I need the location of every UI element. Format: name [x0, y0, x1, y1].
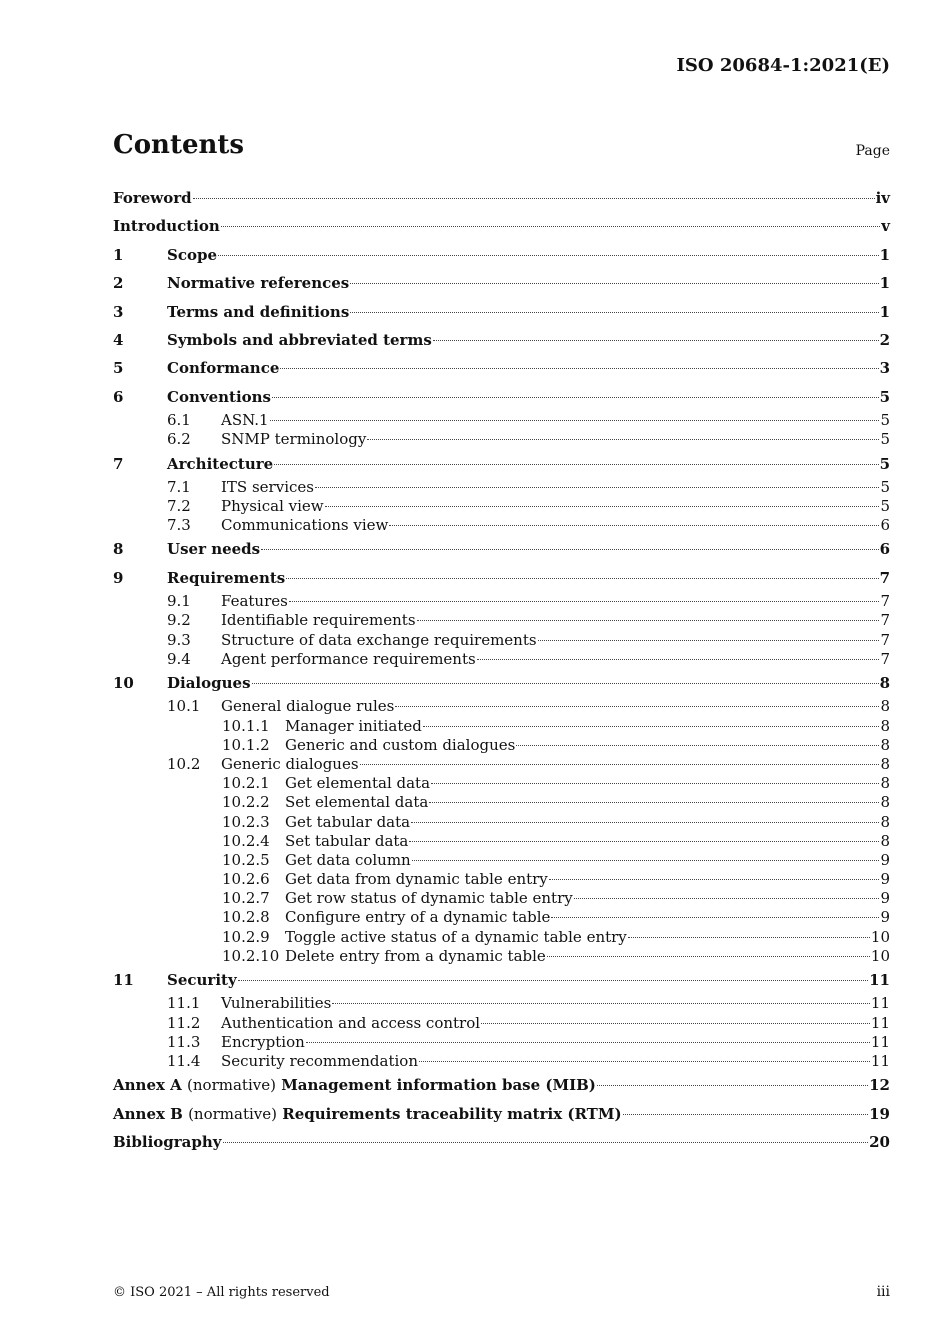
- toc-entry-title: Get row status of dynamic table entry: [285, 889, 573, 908]
- toc-entry-page: 7: [880, 592, 890, 611]
- toc-entry-page: 5: [879, 454, 890, 473]
- toc-entry-number: 10.2.2: [222, 793, 270, 812]
- dot-leader: [350, 312, 878, 313]
- toc-entry-page: 8: [880, 754, 890, 773]
- dot-leader: [551, 917, 879, 918]
- standard-identifier: ISO 20684-1:2021(E): [676, 55, 890, 76]
- toc-entry-title: Physical view: [221, 497, 324, 516]
- toc-entry-number: 9: [113, 568, 124, 587]
- toc-entry-page: 8: [879, 673, 890, 692]
- toc-entry[interactable]: [113, 564, 890, 592]
- toc-entry[interactable]: [113, 717, 890, 736]
- toc-entry-number: 11.1: [167, 994, 201, 1013]
- toc-entry[interactable]: [113, 1071, 890, 1099]
- dot-leader: [360, 764, 880, 765]
- toc-entry-page: 9: [880, 908, 890, 927]
- toc-entry-page: 10: [870, 946, 890, 965]
- toc-entry-title: Generic and custom dialogues: [285, 735, 516, 754]
- toc-entry[interactable]: [113, 1052, 890, 1071]
- toc-entry-number: 10.2.10: [222, 946, 280, 965]
- annex-type-note: (normative): [188, 1104, 277, 1123]
- toc-entry-number: 10.2.1: [222, 774, 270, 793]
- toc-entry-page: 11: [870, 1032, 890, 1051]
- toc-entry[interactable]: [113, 966, 890, 994]
- toc-entry[interactable]: [113, 241, 890, 269]
- toc-entry-title: Set tabular data: [285, 831, 409, 850]
- copyright-notice: © ISO 2021 – All rights reserved: [113, 1285, 330, 1300]
- toc-entry[interactable]: [113, 1033, 890, 1052]
- dot-leader: [538, 640, 880, 641]
- toc-entry-page: 5: [880, 411, 890, 430]
- toc-entry-title: Manager initiated: [285, 716, 422, 735]
- toc-entry-page: iv: [875, 189, 890, 207]
- dot-leader: [409, 841, 879, 842]
- toc-entry-number: 10: [113, 673, 134, 692]
- toc-entry[interactable]: [113, 184, 890, 212]
- toc-entry-number: 4: [113, 330, 124, 349]
- toc-entry-number: 9.3: [167, 630, 191, 649]
- dot-leader: [280, 368, 878, 369]
- dot-leader: [325, 506, 880, 507]
- toc-entry-page: 20: [869, 1132, 890, 1151]
- toc-entry-number: 8: [113, 540, 124, 559]
- page-number: iii: [876, 1284, 890, 1300]
- toc-entry-title: SNMP terminology: [221, 430, 367, 449]
- toc-entry-title: Get tabular data: [285, 812, 411, 831]
- toc-entry-page: 19: [869, 1104, 890, 1123]
- toc-entry-title: Get elemental data: [285, 774, 431, 793]
- toc-entry[interactable]: [113, 430, 890, 449]
- toc-entry-number: 7.1: [167, 477, 191, 496]
- toc-entry-title: User needs: [167, 540, 261, 559]
- toc-entry-page: 8: [880, 812, 890, 831]
- toc-entry-page: 12: [869, 1076, 890, 1095]
- toc-entry-title: Introduction: [113, 217, 220, 236]
- dot-leader: [350, 283, 878, 284]
- toc-entry-number: 7.3: [167, 516, 191, 535]
- toc-entry-title: Vulnerabilities: [221, 994, 332, 1013]
- toc-entry[interactable]: [113, 832, 890, 851]
- toc-entry-title: Terms and definitions: [167, 302, 350, 321]
- toc-entry-title: Get data column: [285, 850, 411, 869]
- dot-leader: [433, 340, 879, 341]
- toc-entry-title: Normative references: [167, 274, 350, 293]
- toc-entry-number: 10.2: [167, 754, 201, 773]
- dot-leader: [423, 726, 880, 727]
- toc-entry-number: 6: [113, 387, 124, 406]
- dot-leader: [429, 802, 879, 803]
- dot-leader: [477, 659, 880, 660]
- toc-entry-title: Generic dialogues: [221, 754, 359, 773]
- toc-entry[interactable]: [113, 813, 890, 832]
- toc-entry[interactable]: [113, 298, 890, 326]
- annex-title: Management information base (MIB): [281, 1076, 596, 1095]
- dot-leader: [218, 255, 879, 256]
- toc-entry[interactable]: [113, 535, 890, 563]
- toc-entry-number: 10.2.8: [222, 908, 270, 927]
- toc-entry-number: 9.1: [167, 592, 191, 611]
- toc-entry-number: 6.2: [167, 430, 191, 449]
- dot-leader: [389, 525, 879, 526]
- dot-leader: [417, 620, 880, 621]
- dot-leader: [516, 745, 879, 746]
- toc-entry[interactable]: [113, 755, 890, 774]
- toc-entry[interactable]: [113, 450, 890, 478]
- toc-entry-page: 11: [870, 994, 890, 1013]
- toc-entry-title: Foreword: [113, 189, 192, 207]
- dot-leader: [628, 937, 870, 938]
- toc-entry-page: 8: [880, 697, 890, 716]
- toc-entry[interactable]: [113, 947, 890, 966]
- toc-entry-title: Conventions: [167, 387, 271, 406]
- toc-entry-number: 10.2.6: [222, 870, 270, 889]
- dot-leader: [574, 898, 880, 899]
- dot-leader: [315, 487, 879, 488]
- toc-entry-number: 9.4: [167, 649, 191, 668]
- dot-leader: [419, 1061, 870, 1062]
- table-of-contents: [113, 184, 890, 1156]
- dot-leader: [272, 397, 879, 398]
- toc-entry-page: 3: [879, 359, 890, 378]
- toc-entry-number: 10.2.9: [222, 927, 270, 946]
- toc-entry[interactable]: [113, 516, 890, 535]
- toc-entry[interactable]: [113, 928, 890, 947]
- dot-leader: [431, 783, 879, 784]
- toc-entry-number: 11.3: [167, 1032, 201, 1051]
- toc-entry[interactable]: [113, 736, 890, 755]
- toc-entry-page: 1: [879, 274, 890, 293]
- toc-entry[interactable]: [113, 478, 890, 497]
- dot-leader: [306, 1042, 870, 1043]
- toc-entry[interactable]: [113, 383, 890, 411]
- toc-entry[interactable]: [113, 994, 890, 1013]
- toc-entry[interactable]: [113, 793, 890, 812]
- toc-entry-title: ASN.1: [221, 411, 269, 430]
- toc-entry-title: Security: [167, 971, 237, 989]
- toc-entry-page: 5: [879, 387, 890, 406]
- toc-entry[interactable]: [113, 592, 890, 611]
- toc-entry[interactable]: [113, 669, 890, 697]
- dot-leader: [481, 1023, 870, 1024]
- toc-entry-number: 9.2: [167, 611, 191, 630]
- annex-label: Annex B: [113, 1104, 183, 1123]
- toc-entry-title: Security recommendation: [221, 1051, 418, 1070]
- toc-entry-number: 7: [113, 454, 124, 473]
- toc-entry-page: 9: [880, 889, 890, 908]
- toc-entry-page: 8: [880, 793, 890, 812]
- toc-entry[interactable]: [113, 650, 890, 669]
- toc-entry-page: 2: [879, 330, 890, 349]
- toc-entry-number: 10.2.7: [222, 889, 270, 908]
- toc-entry-number: 7.2: [167, 497, 191, 516]
- toc-entry-page: 9: [880, 870, 890, 889]
- toc-entry-title: Symbols and abbreviated terms: [167, 330, 432, 349]
- toc-entry-title: General dialogue rules: [221, 697, 395, 716]
- dot-leader: [549, 879, 880, 880]
- dot-leader: [623, 1114, 869, 1115]
- toc-entry[interactable]: [113, 631, 890, 650]
- toc-entry-page: 5: [880, 497, 890, 516]
- dot-leader: [286, 578, 878, 579]
- toc-entry[interactable]: [113, 889, 890, 908]
- toc-entry[interactable]: [113, 774, 890, 793]
- toc-entry-title: Features: [221, 592, 288, 611]
- toc-entry-title: Structure of data exchange requirements: [221, 630, 537, 649]
- dot-leader: [193, 198, 875, 199]
- toc-entry-page: 11: [869, 971, 890, 989]
- toc-entry[interactable]: [113, 697, 890, 716]
- toc-entry-page: v: [881, 217, 890, 236]
- toc-entry-page: 8: [880, 774, 890, 793]
- toc-entry-page: 1: [879, 245, 890, 264]
- toc-entry[interactable]: [113, 497, 890, 516]
- toc-entry[interactable]: [113, 411, 890, 430]
- toc-entry[interactable]: [113, 269, 890, 297]
- dot-leader: [412, 860, 880, 861]
- toc-entry[interactable]: [113, 870, 890, 889]
- toc-entry[interactable]: [113, 1128, 890, 1156]
- dot-leader: [332, 1003, 870, 1004]
- dot-leader: [270, 420, 880, 421]
- page-title: Contents: [113, 130, 245, 160]
- annex-title: Requirements traceability matrix (RTM): [282, 1104, 622, 1123]
- toc-entry-title: Dialogues: [167, 673, 251, 692]
- toc-entry-title: [113, 1100, 622, 1128]
- dot-leader: [274, 464, 878, 465]
- toc-entry[interactable]: [113, 326, 890, 354]
- annex-type-note: (normative): [187, 1076, 276, 1095]
- toc-entry[interactable]: [113, 212, 890, 240]
- toc-entry-title: Bibliography: [113, 1132, 222, 1151]
- toc-entry-title: Identifiable requirements: [221, 611, 416, 630]
- toc-entry-number: 10.1.1: [222, 716, 270, 735]
- toc-entry-title: Conformance: [167, 359, 280, 378]
- dot-leader: [289, 601, 880, 602]
- toc-entry-page: 11: [870, 1013, 890, 1032]
- toc-entry-title: Requirements: [167, 568, 286, 587]
- toc-entry-number: 1: [113, 245, 124, 264]
- toc-entry-number: 3: [113, 302, 124, 321]
- toc-entry-page: 1: [879, 302, 890, 321]
- toc-entry-number: 11.4: [167, 1051, 201, 1070]
- toc-entry-title: [113, 1071, 596, 1099]
- toc-entry-title: Toggle active status of a dynamic table entry: [285, 927, 627, 946]
- toc-entry-number: 6.1: [167, 411, 191, 430]
- toc-entry[interactable]: [113, 611, 890, 630]
- dot-leader: [223, 1142, 869, 1143]
- toc-entry-page: 7: [880, 611, 890, 630]
- toc-entry-page: 7: [880, 630, 890, 649]
- toc-entry-page: 8: [880, 831, 890, 850]
- toc-entry-title: Architecture: [167, 454, 274, 473]
- toc-entry-page: 8: [880, 716, 890, 735]
- toc-entry-page: 6: [879, 540, 890, 559]
- toc-entry-page: 7: [880, 649, 890, 668]
- toc-entry-number: 11: [113, 971, 134, 989]
- toc-entry-number: 10.1.2: [222, 735, 270, 754]
- toc-entry-title: Authentication and access control: [221, 1013, 481, 1032]
- toc-entry-number: 10.2.3: [222, 812, 270, 831]
- dot-leader: [221, 226, 880, 227]
- toc-entry-page: 9: [880, 850, 890, 869]
- toc-entry-number: 10.1: [167, 697, 201, 716]
- toc-entry-number: 10.2.5: [222, 850, 270, 869]
- dot-leader: [395, 706, 879, 707]
- toc-entry-title: Set elemental data: [285, 793, 429, 812]
- toc-entry-page: 5: [880, 430, 890, 449]
- toc-entry-title: Encryption: [221, 1032, 305, 1051]
- dot-leader: [547, 956, 870, 957]
- toc-entry-title: ITS services: [221, 477, 314, 496]
- toc-entry-title: Scope: [167, 245, 218, 264]
- dot-leader: [238, 980, 868, 981]
- dot-leader: [252, 683, 879, 684]
- toc-entry[interactable]: [113, 354, 890, 382]
- toc-entry-number: 2: [113, 274, 124, 293]
- dot-leader: [411, 822, 879, 823]
- page-column-label: Page: [855, 143, 890, 159]
- dot-leader: [597, 1085, 868, 1086]
- toc-entry-number: 10.2.4: [222, 831, 270, 850]
- toc-entry[interactable]: [113, 1100, 890, 1128]
- annex-label: Annex A: [113, 1076, 182, 1095]
- toc-entry-page: 5: [880, 477, 890, 496]
- toc-entry[interactable]: [113, 908, 890, 927]
- toc-entry-page: 10: [870, 927, 890, 946]
- toc-entry-page: 8: [880, 735, 890, 754]
- toc-entry-title: Get data from dynamic table entry: [285, 870, 548, 889]
- toc-entry-title: Delete entry from a dynamic table: [285, 946, 546, 965]
- toc-entry-title: Configure entry of a dynamic table: [285, 908, 551, 927]
- dot-leader: [261, 549, 878, 550]
- toc-entry-title: Communications view: [221, 516, 389, 535]
- toc-entry-page: 7: [879, 568, 890, 587]
- toc-entry-page: 11: [870, 1051, 890, 1070]
- toc-entry-page: 6: [880, 516, 890, 535]
- toc-entry-title: Agent performance requirements: [221, 649, 476, 668]
- toc-entry-number: 5: [113, 359, 124, 378]
- dot-leader: [367, 439, 879, 440]
- toc-entry[interactable]: [113, 1014, 890, 1033]
- toc-entry[interactable]: [113, 851, 890, 870]
- toc-entry-number: 11.2: [167, 1013, 201, 1032]
